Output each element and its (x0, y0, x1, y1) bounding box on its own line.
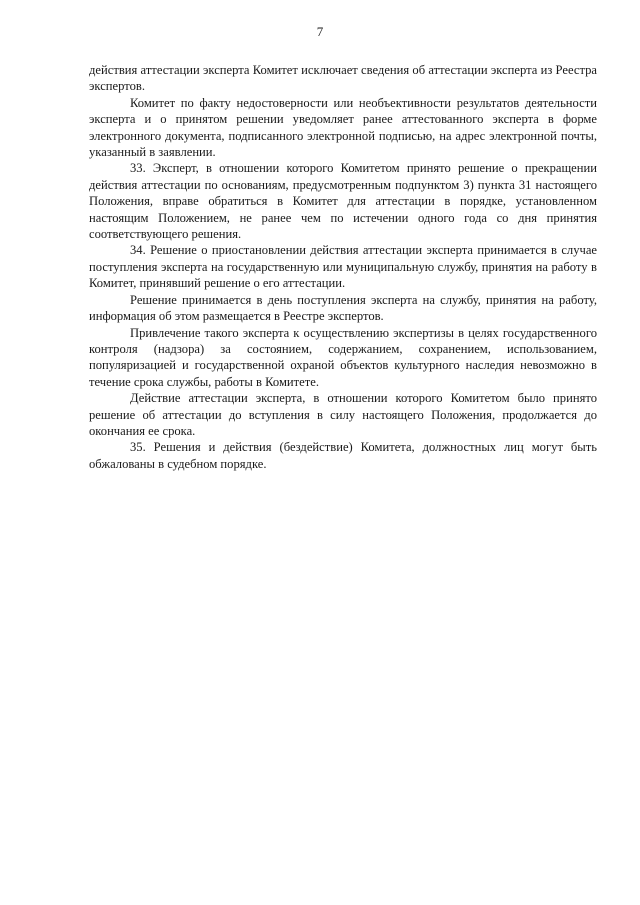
page-number: 7 (316, 24, 324, 39)
paragraph-item-33: 33. Эксперт, в отношении которого Комитетом принято решение о прекращении действия аттестации по основаниям, предусмотренным подпунктом 3) пункта 31 настоящего Положения, вправе обратиться в Комитет для аттестации в порядке, установленном настоящим Положением, не ранее чем по истечении одного года со дня принятия соответствующего решения. (89, 161, 597, 242)
paragraph-decision-day: Решение принимается в день поступления эксперта на службу, принятия на работу, информация об этом размещается в Реестре экспертов. (89, 292, 597, 324)
paragraph-attestation-validity: Действие аттестации эксперта, в отношении которого Комитетом было принято решение об аттестации до вступления в силу настоящего Положения, продолжается до окончания ее срока. (89, 391, 597, 438)
paragraph-notification: Комитет по факту недостоверности или необъективности результатов деятельности эксперта и о принятом решении уведомляет ранее аттестованного эксперта в форме электронного документа, подписанного электронной подписью, на адрес электронной почты, указанный в заявлении. (89, 95, 597, 160)
paragraph-continuation: действия аттестации эксперта Комитет исключает сведения об аттестации эксперта из Реестра экспертов. (89, 63, 597, 94)
paragraph-expert-involvement: Привлечение такого эксперта к осуществлению экспертизы в целях государственного контроля (надзора) за состоянием, содержанием, сохранением, использованием, популяризацией и государственной охраной объектов культурного наследия невозможно в течение срока службы, работы в Комитете. (89, 325, 597, 389)
document-body (89, 62, 597, 472)
paragraph-item-35: 35. Решения и действия (бездействие) Комитета, должностных лиц могут быть обжалованы в судебном порядке. (89, 440, 597, 471)
paragraph-item-34: 34. Решение о приостановлении действия аттестации эксперта принимается в случае поступления эксперта на государственную или муниципальную службу, принятия на работу в Комитет, принявший решение о его аттестации. (89, 243, 597, 291)
